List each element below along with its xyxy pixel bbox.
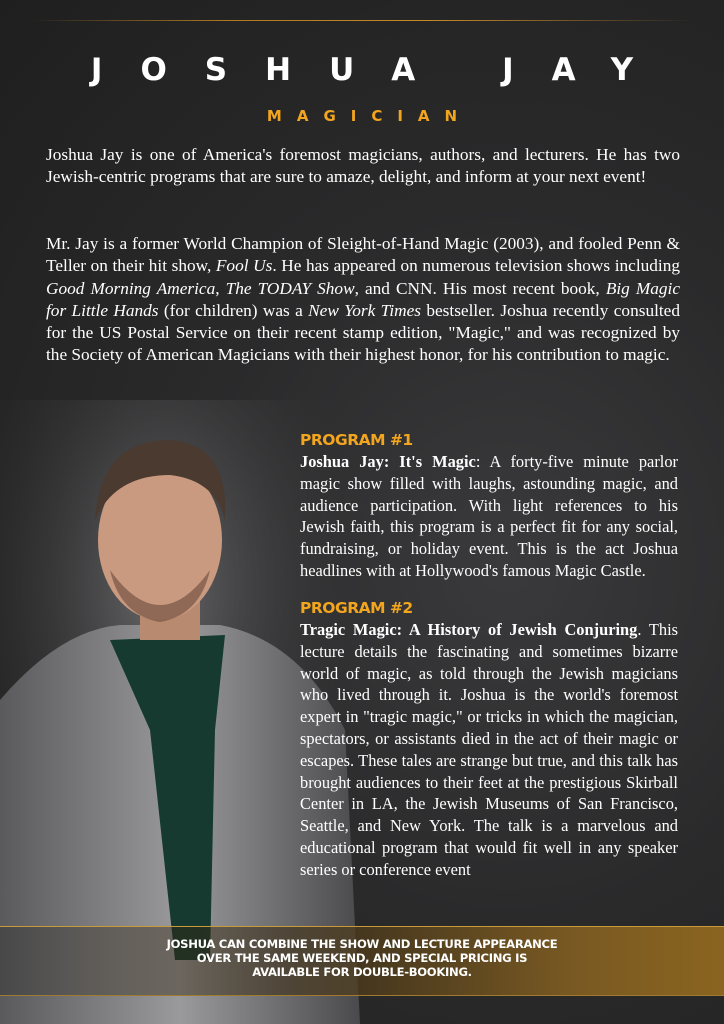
program-text: . This lecture details the fascinating and sometimes bizarre world of magic, as told through the Jewish magicians who lived through it. Joshua is the world's foremost expert in "tragic magic," or tricks in which the magician, spectators, or assistants died in the act of their magic or escapes. These tales are strange but true, and this talk has brought audiences to their feet at the prestigious Skirball Center in LA, the Jewish Museums of San Francisco, Seattle, and New York. The talk is a marvelous and educational program that would fit well in any speaker series or conference event (300, 620, 678, 879)
bio-text: , and CNN. His most recent book, (354, 278, 606, 298)
bio-text: bestseller. Joshua recently consulted for the US Postal Service on their recent stamp edition, "Magic," and was recognized by the Society of American Magicians with their highest honor, for his contribution to magic. (46, 300, 680, 365)
program-description (300, 619, 678, 881)
top-divider (30, 20, 694, 21)
program-1 (300, 430, 678, 582)
program-text: : A forty-five minute parlor magic show filled with laughs, astounding magic, and audience participation. With light references to his Jewish faith, this program is a perfect fit for any social, fundraising, or holiday event. This is the act Joshua headlines with at Hollywood's famous Magic Castle. (300, 452, 678, 580)
program-name: Tragic Magic: A History of Jewish Conjuring (300, 620, 638, 639)
bio-book-title: Big Magic for Little Hands (46, 278, 681, 320)
bio-text: . He has appeared on numerous television shows including (272, 256, 680, 276)
bio-text: Mr. Jay is a former World Champion of Sleight-of-Hand Magic (2003), and fooled Penn & Teller on their hit show, (46, 234, 680, 276)
bio-show-title: Fool Us (215, 256, 273, 276)
performer-title: MAGICIAN (266, 107, 473, 125)
bio-credentials (46, 233, 680, 367)
bio-text: (for children) was a (158, 300, 309, 320)
program-heading: PROGRAM #2 (300, 599, 413, 617)
banner-line: JOSHUA CAN COMBINE THE SHOW AND LECTURE APPEARANCE (166, 937, 558, 951)
program-heading: PROGRAM #1 (300, 431, 413, 449)
bio-text: , (215, 278, 226, 298)
bio-publication: New York Times (308, 300, 421, 320)
program-description (300, 451, 678, 582)
banner-line: OVER THE SAME WEEKEND, AND SPECIAL PRICING IS (196, 951, 528, 965)
banner-line: AVAILABLE FOR DOUBLE-BOOKING. (252, 965, 472, 979)
program-2 (300, 598, 678, 881)
bio-show-title: Good Morning America (46, 278, 216, 298)
program-name: Joshua Jay: It's Magic (300, 452, 476, 471)
bio-intro: Joshua Jay is one of America's foremost magicians, authors, and lecturers. He has two Jewish-centric programs that are sure to amaze, delight, and inform at your next event! (46, 145, 680, 187)
booking-banner (0, 926, 724, 996)
performer-name: JOSHUA JAY (90, 52, 672, 88)
bio-show-title: The TODAY Show (225, 278, 355, 298)
